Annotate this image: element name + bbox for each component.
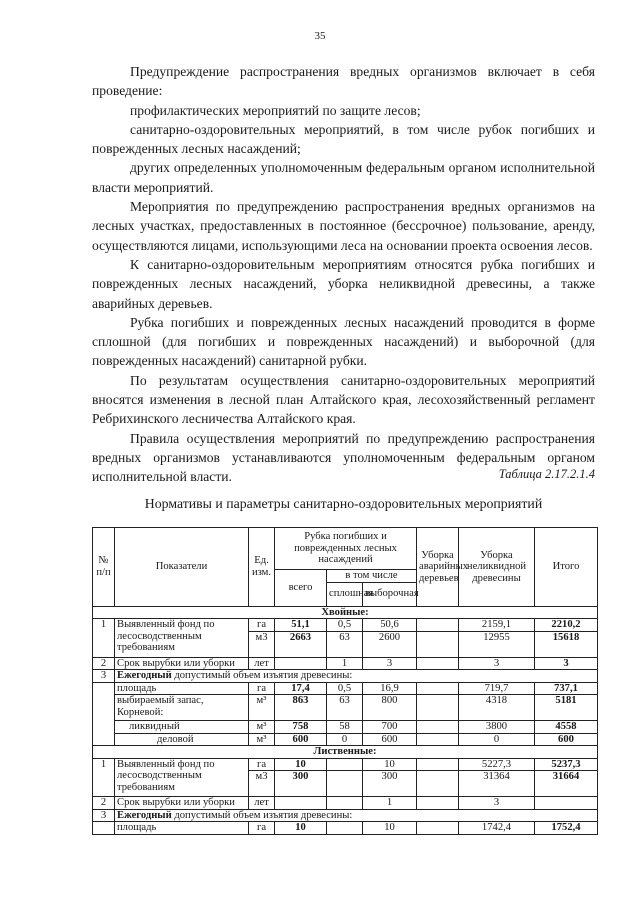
cell-illiquid: 3800 (459, 721, 535, 734)
table-row (93, 619, 598, 632)
cell-unit: га (249, 822, 275, 835)
cell-label: площадь (115, 682, 249, 695)
section-conifer: Хвойные: (93, 606, 598, 619)
cell-clear (327, 797, 363, 810)
paragraph: санитарно-оздоровительных мероприятий, в том числе рубок погибших и поврежденных лесных насаждений; (92, 121, 595, 157)
cell-emergency (417, 631, 459, 657)
cell-total: 2663 (275, 631, 327, 657)
cell-total: 51,1 (275, 619, 327, 632)
header-num: № п/п (93, 528, 115, 607)
cell-selective: 300 (363, 771, 417, 797)
table-title: Нормативы и параметры санитарно-оздоровительных мероприятий (144, 496, 543, 511)
cell-num (93, 733, 115, 746)
cell-selective: 50,6 (363, 619, 417, 632)
cell-selective: 10 (363, 822, 417, 835)
cell-num (93, 695, 115, 721)
paragraph: К санитарно-оздоровительным мероприятиям относятся рубка погибших и поврежденных лесных насаждений, уборка неликвидной древесины, а также аварийных деревьев. (92, 256, 595, 311)
cell-clear: 58 (327, 721, 363, 734)
cell-sum: 737,1 (535, 682, 598, 695)
cell-sum: 1752,4 (535, 822, 598, 835)
cell-illiquid: 1742,4 (459, 822, 535, 835)
cell-label: ликвидный (115, 721, 249, 734)
table-row (93, 797, 598, 810)
cell-label: выбираемый запас, Корневой: (115, 695, 249, 721)
cell-num: 2 (93, 657, 115, 670)
cell-total: 600 (275, 733, 327, 746)
label-rest: допустимый объем изъятия древесины: (171, 670, 353, 681)
cell-unit: га (249, 682, 275, 695)
header-emergency: Уборка аварийных деревьев (417, 528, 459, 607)
table-row (93, 670, 598, 683)
cell-num: 1 (93, 619, 115, 658)
data-table (92, 527, 598, 835)
cell-illiquid: 2159,1 (459, 619, 535, 632)
cell-sum: 3 (535, 657, 598, 670)
header-clear: сплошная (327, 582, 363, 606)
cell-emergency (417, 797, 459, 810)
data-table-wrapper (92, 527, 597, 835)
paragraph: Правила осуществления мероприятий по предупреждению распространения вредных организмов устанавливаются уполномоченным федеральным органом исполнительной власти. (92, 430, 595, 485)
cell-sum: 31664 (535, 771, 598, 797)
cell-unit: м³ (249, 695, 275, 721)
cell-total (275, 657, 327, 670)
cell-clear (327, 771, 363, 797)
header-sum: Итого (535, 528, 598, 607)
cell-label: Срок вырубки или уборки (115, 797, 249, 810)
cell-num (93, 721, 115, 734)
cell-emergency (417, 822, 459, 835)
cell-emergency (417, 758, 459, 771)
cell-unit: га (249, 758, 275, 771)
label-rest: допустимый объем изъятия древесины: (171, 809, 353, 821)
cell-total: 10 (275, 758, 327, 771)
header-felling: Рубка погибших и поврежденных лесных насаждений (275, 528, 417, 570)
table-row (93, 822, 598, 835)
cell-sum: 15618 (535, 631, 598, 657)
table-row (93, 809, 598, 822)
cell-emergency (417, 695, 459, 721)
table-caption: Таблица 2.17.2.1.4 (498, 467, 595, 481)
table-row (93, 758, 598, 771)
label-bold: Ежегодный (117, 809, 172, 821)
cell-illiquid: 0 (459, 733, 535, 746)
cell-sum: 2210,2 (535, 619, 598, 632)
body-text (92, 62, 595, 487)
cell-label: Выявленный фонд по лесосводственным требованиям (115, 619, 249, 658)
cell-clear: 63 (327, 631, 363, 657)
cell-clear: 0,5 (327, 619, 363, 632)
section-deciduous: Лиственные: (93, 746, 598, 759)
cell-unit: м³ (249, 721, 275, 734)
cell-sum: 600 (535, 733, 598, 746)
cell-label: Выявленный фонд по лесосводственным требованиям (115, 758, 249, 797)
cell-emergency (417, 721, 459, 734)
cell-total: 758 (275, 721, 327, 734)
table-row (93, 721, 598, 734)
cell-selective: 16,9 (363, 682, 417, 695)
cell-sum (535, 797, 598, 810)
cell-illiquid: 12955 (459, 631, 535, 657)
header-illiquid: Уборка неликвидной древесины (459, 528, 535, 607)
cell-num (93, 682, 115, 695)
cell-selective: 2600 (363, 631, 417, 657)
cell-num (93, 822, 115, 835)
header-selective: выборочная (363, 582, 417, 606)
cell-clear: 0,5 (327, 682, 363, 695)
header-incl: в том числе (327, 570, 417, 583)
cell-num: 3 (93, 670, 115, 683)
cell-illiquid: 4318 (459, 695, 535, 721)
page-number: 35 (314, 30, 326, 42)
cell-num: 1 (93, 758, 115, 797)
cell-unit: м3 (249, 771, 275, 797)
cell-illiquid: 3 (459, 797, 535, 810)
label-bold: Ежегодный (117, 670, 172, 681)
cell-total: 863 (275, 695, 327, 721)
table-row (93, 695, 598, 721)
cell-unit: га (249, 619, 275, 632)
cell-clear: 63 (327, 695, 363, 721)
paragraph: По результатам осуществления санитарно-оздоровительных мероприятий вносятся изменения в лесной план Алтайского края, лесохозяйственный регламент Ребрихинского лесничества Алтайского края. (92, 372, 595, 427)
cell-sum: 5181 (535, 695, 598, 721)
cell-sum: 4558 (535, 721, 598, 734)
cell-total (275, 797, 327, 810)
cell-label: площадь (115, 822, 249, 835)
header-indicator: Показатели (115, 528, 249, 607)
cell-num: 3 (93, 809, 115, 822)
cell-unit: лет (249, 797, 275, 810)
cell-illiquid: 5227,3 (459, 758, 535, 771)
cell-selective: 700 (363, 721, 417, 734)
cell-emergency (417, 771, 459, 797)
cell-clear (327, 758, 363, 771)
table-row (93, 657, 598, 670)
cell-label (115, 670, 598, 683)
cell-label: Срок вырубки или уборки (115, 657, 249, 670)
paragraph: профилактических мероприятий по защите лесов; (130, 102, 421, 118)
cell-unit: м3 (249, 631, 275, 657)
cell-emergency (417, 619, 459, 632)
cell-unit: лет (249, 657, 275, 670)
header-total-sub: всего (275, 570, 327, 607)
cell-num: 2 (93, 797, 115, 810)
cell-emergency (417, 733, 459, 746)
cell-selective: 800 (363, 695, 417, 721)
cell-emergency (417, 657, 459, 670)
cell-sum: 5237,3 (535, 758, 598, 771)
paragraph: Мероприятия по предупреждению распространения вредных организмов на лесных участках, предоставленных в постоянное (бессрочное) пользование, аренду, осуществляются лицами, использующими леса на основании проекта освоения лесов. (92, 199, 595, 253)
cell-illiquid: 3 (459, 657, 535, 670)
paragraph: других определенных уполномоченным федеральным органом исполнительной власти мероприятий. (92, 160, 595, 195)
cell-illiquid: 31364 (459, 771, 535, 797)
cell-clear: 0 (327, 733, 363, 746)
cell-illiquid: 719,7 (459, 682, 535, 695)
paragraph: Рубка погибших и поврежденных лесных насаждений проводится в форме сплошной (для погибших и поврежденных насаждений) и выборочной (для поврежденных насаждений) санитарной рубки. (92, 314, 595, 369)
cell-selective: 3 (363, 657, 417, 670)
cell-total: 17,4 (275, 682, 327, 695)
table-row (93, 733, 598, 746)
cell-emergency (417, 682, 459, 695)
cell-label (115, 809, 598, 822)
cell-selective: 10 (363, 758, 417, 771)
cell-clear: 1 (327, 657, 363, 670)
cell-selective: 1 (363, 797, 417, 810)
header-unit: Ед. изм. (249, 528, 275, 607)
cell-label: деловой (115, 733, 249, 746)
cell-clear (327, 822, 363, 835)
cell-selective: 600 (363, 733, 417, 746)
cell-unit: м³ (249, 733, 275, 746)
cell-total: 10 (275, 822, 327, 835)
paragraph: Предупреждение распространения вредных организмов включает в себя проведение: (92, 64, 595, 99)
table-row (93, 682, 598, 695)
cell-total: 300 (275, 771, 327, 797)
